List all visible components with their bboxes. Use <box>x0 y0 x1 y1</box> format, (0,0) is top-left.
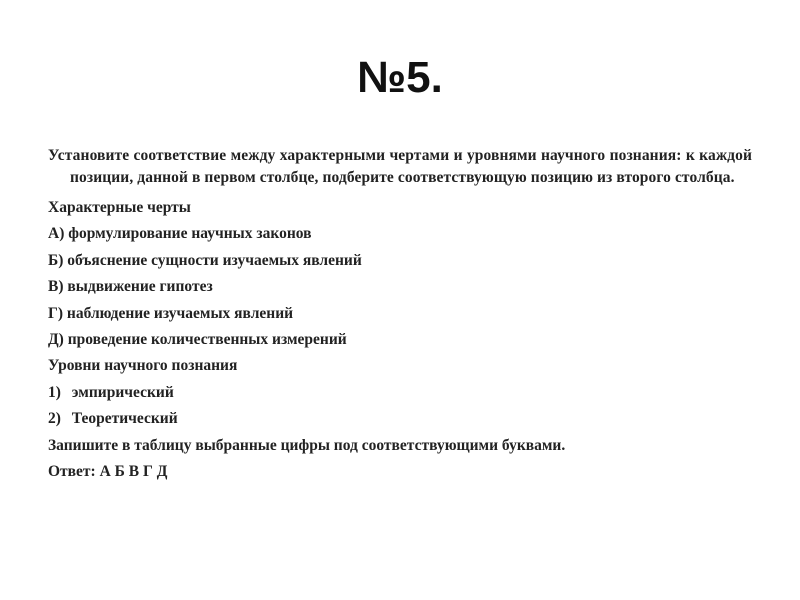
feature-item-d: Д) проведение количественных измерений <box>48 331 347 349</box>
slide-title: №5. <box>357 53 443 102</box>
answer-line: Ответ: А Б В Г Д <box>48 463 168 481</box>
feature-item-a: А) формулирование научных законов <box>48 225 312 243</box>
features-heading: Характерные черты <box>48 199 191 216</box>
level-label: Теоретический <box>71 410 178 428</box>
slide-content <box>48 145 752 485</box>
level-item-1 <box>48 380 752 406</box>
task-text: Установите соответствие между характерными чертами и уровнями научного познания: к каждой позиции, данной в первом столбце, подберите соответствующую позицию из второго столбца. <box>48 147 752 186</box>
level-number: 2) <box>48 410 61 428</box>
level-number: 1) <box>48 383 61 401</box>
feature-item-v: В) выдвижение гипотез <box>48 278 213 296</box>
level-label: эмпирический <box>71 383 174 401</box>
feature-item-g: Г) наблюдение изучаемых явлений <box>48 304 294 322</box>
instruction-text: Запишите в таблицу выбранные цифры под соответствующими буквами. <box>48 436 566 454</box>
feature-item-b: Б) объяснение сущности изучаемых явлений <box>48 251 362 269</box>
level-item-2 <box>48 406 752 432</box>
levels-heading: Уровни научного познания <box>48 357 238 375</box>
